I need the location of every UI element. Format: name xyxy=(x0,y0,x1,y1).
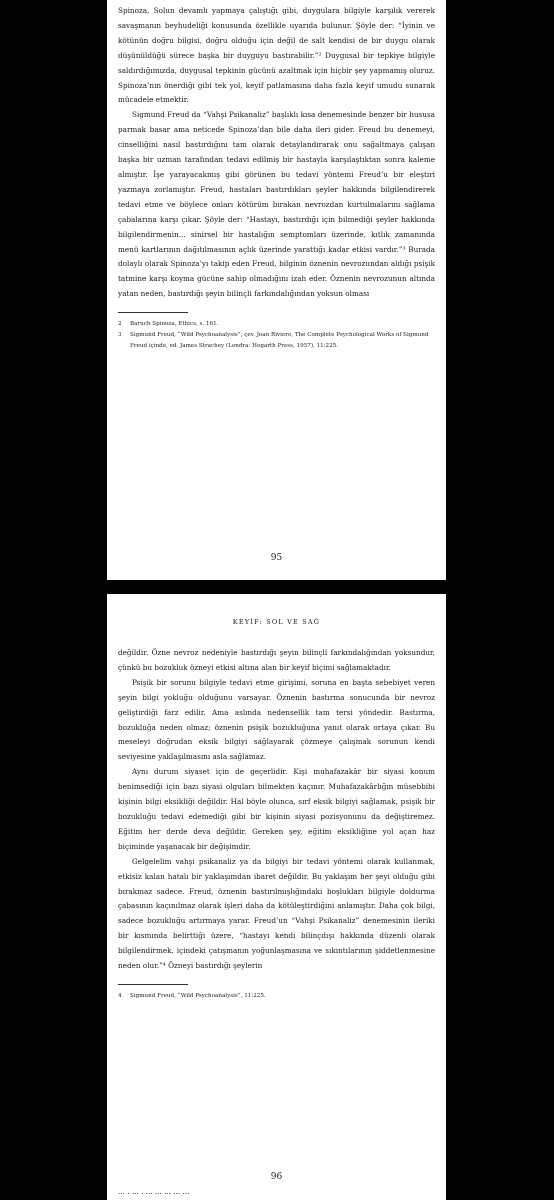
page-number: 96 xyxy=(270,1172,283,1182)
cut-off-text-line xyxy=(118,1188,435,1194)
footnote-number: 4 xyxy=(118,992,122,999)
footnote-text: Baruch Spinoza, Ethics, s. 161. xyxy=(130,321,219,328)
footnote-rule xyxy=(118,984,188,985)
footnote-number: 3 xyxy=(118,332,122,339)
book-page-95 xyxy=(107,0,446,580)
footnote-number: 2 xyxy=(118,321,122,328)
footnote-3 xyxy=(118,330,435,350)
paragraph-wild-psychoanalysis: Gelgelelim vahşi psikanaliz ya da bilgiyi bir tedavi yöntemi olarak kullanmak, etkisiz kalan hatalı bir yaklaşımdan ibaret değildir. Bu yaklaşım her şeyi olduğu gibi bırakmaz sadece. Freud, öznenin bastırılmışlığındaki boşlukları bilgiyle doldurma çabasının kaçınılmaz olarak işleri daha da kötüleştirdiğini anlamıştır. Daha çok bilgi, sadece bozukluğu artırmaya yarar. Freud’un “Vahşi Psikanaliz” denemesinin ileriki bir kısmında belirttiği üzere, “hastayı kendi bilinçdışı hakkında düzenli olarak bilgilendirmek, içindeki çatışmanın yoğunlaşmasına ve sıkıntılarının şiddetlenmesine neden olur.”⁴ Özneyi bastırdığı şeylerin xyxy=(118,856,435,971)
paragraph-psychic-problem: Psişik bir sorunu bilgiyle tedavi etme girişimi, soruna en başta sebebiyet veren şeyin bilgi yokluğu olduğunu varsayar. Öznenin bastırma sonucunda bir nevroz geliştirdiği farz edilir. Ama aslında nedensellik tam tersi yöndedir. Bastırma, bozukluğa neden olmaz; öznenin psişik bozukluğuna yanıt olarak ortaya çıkar. Bu meseleyi doğrudan eksik bilgiyi sağlayarak çözmeye çalışmak sorunun kendi seviyesine yaklaşılmasını asla sağlamaz. xyxy=(118,677,435,762)
paragraph-spinoza: Spinoza, Solun devamlı yapmaya çalıştığı gibi, duygulara bilgiyle karşılık vererek savaşmanın beyhudeliği konusunda özellikle uyarıda bulunur. Şöyle der: “İyinin ve kötünün doğru bilgisi, doğru olduğu için değil de salt kendisi de bir duygu olarak düşünüldüğü sürece başka bir duyguyu bastırabilir.”² Duygusal bir tepkiye bilgiyle saldırdığımızda, duygusal tepkinin gücünü azaltmak için hiçbir şey yapmamış oluruz. Spinoza’nın önerdiği gibi tek yol, keyif patlamasına daha fazla keyif umudu sunarak mücadele etmektir. xyxy=(118,6,435,105)
paragraph-politics: Aynı durum siyaset için de geçerlidir. Kişi muhafazakâr bir siyasi konum benimsediği için bazı siyasi olguları bilmekten kaçınır. Muhafazakârlığın müsebbibi kişinin bilgi eksikliği değildir. Hal böyle olunca, sırf eksik bilgiyi sağlamak, psişik bir bozukluğu tedavi edemediği gibi bir kişinin siyasi pozisyonunu da değiştiremez. Eğitim her derde deva değildir. Gereken şey, eğitim eksikliğine yol açan haz biçiminde yaşanacak bir değişimdir. xyxy=(118,767,435,851)
cut-off-text: ... , ... , ... ... ... ... ... xyxy=(118,1188,190,1194)
paragraph-freud: Sigmund Freud da “Vahşi Psikanaliz” başlıklı kısa denemesinde benzer bir hususa parmak basar ama neticede Spinoza’dan bile daha ileri gider. Freud bu denemeyi, cinselliğini nasıl bastırdığını tam olarak detaylandırarak onu sağaltmaya çalışan başka bir uzman tarafından tedavi edilmiş bir hastayla karşılaştıktan sonra kaleme almıştır. İşe yarayacakmış gibi görünen bu tedavi yöntemi Freud’u bir eleştiri yazmaya zorlamıştır. Freud, hastaları bastırdıkları şeyler hakkında bilgilendirerek tedavi etme ve böylece onları kötürüm bırakan nevrozdan kurtulmalarını sağlama çabalarına karşı çıkar. Şöyle der: “Hastayı, bastırdığı için bilmediği şeyler hakkında bilgilendirmenin... sinirsel bir hastalığın semptomları üzerinde, kıtlık zamanında menü kartlarının dağıtılmasının açlık üzerinde yarattığı kadar etkisi vardır.”³ Burada dolaylı olarak Spinoza’yı takip eden Freud, bilginin öznenin nevrozundan aldığı psişik tatmine karşı koyma gücüne sahip olmadığını izah eder. Öznenin nevrozunun altında yatan neden, bastırdığı şeyin bilinçli farkındalığından yoksun olması xyxy=(118,110,435,299)
running-header: KEYİF: SOL VE SAĞ xyxy=(232,618,321,626)
page-96-text xyxy=(118,646,435,1002)
footnote-4 xyxy=(118,991,435,1001)
paragraph-continuation: değildir. Özne nevroz nedeniyle bastırdığı şeyin bilinçli farkındalığından yoksundur, çünkü bu bozukluk özneyi etkisi altına alan bir keyif biçimi sağlamaktadır. xyxy=(118,648,435,672)
footnote-rule xyxy=(118,312,188,313)
footnote-text: Sigmund Freud, “Wild Psychoanalysis”, 11:225. xyxy=(130,992,266,999)
page-number: 95 xyxy=(270,553,283,563)
footnote-2 xyxy=(118,319,435,329)
page-95-text xyxy=(118,4,435,352)
footnote-text: Sigmund Freud, “Wild Psychoanalysis”, çev. Joan Riviere, The Complete Psychological Works of Sigmund Freud içinde, ed. James Strachey (Londra: Hogarth Press, 1957), 11:225. xyxy=(130,332,429,349)
book-page-96 xyxy=(107,594,446,1200)
